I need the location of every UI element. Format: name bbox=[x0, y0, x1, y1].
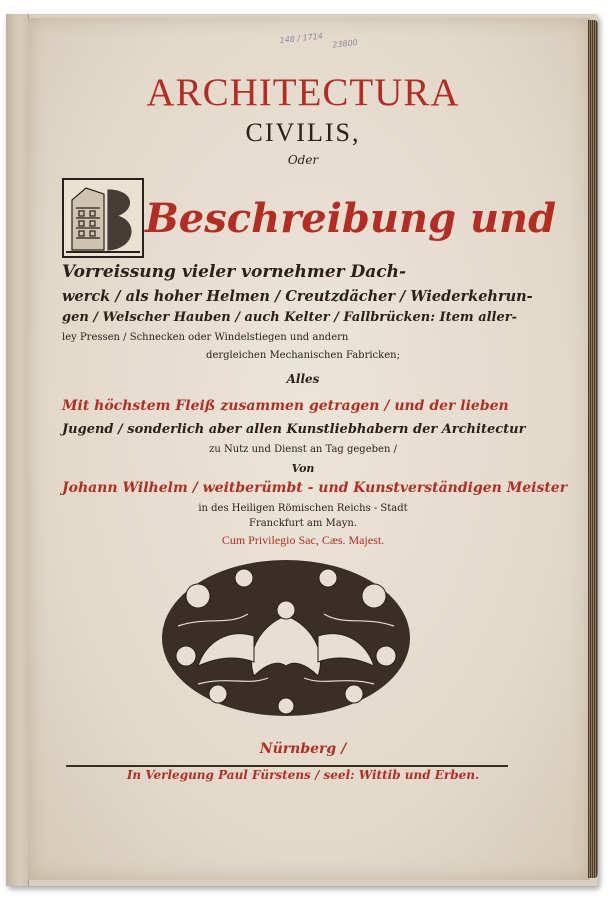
imprint-publisher: In Verlegung Paul Fürstens / seel: Wittib und Erben. bbox=[126, 768, 480, 782]
imprint-rule bbox=[66, 765, 508, 767]
privilege-line: Cum Privilegio Sac, Cæs. Majest. bbox=[221, 533, 385, 547]
title-sub: CIVILIS, bbox=[245, 118, 361, 147]
text-line-heilig: in des Heiligen Römischen Reichs - Stadt bbox=[198, 503, 408, 514]
imprint-city: Nürnberg / bbox=[259, 741, 347, 757]
title-main: ARCHITECTURA bbox=[146, 71, 460, 114]
text-line-frankfurt: Franckfurt am Mayn. bbox=[249, 518, 357, 529]
text-line-alles: Alles bbox=[286, 372, 320, 386]
text-line-von: Von bbox=[291, 462, 315, 475]
oder-text: Oder bbox=[287, 153, 319, 167]
text-line-gen: gen / Welscher Hauben / auch Kelter / Fallbrücken: Item aller- bbox=[62, 310, 518, 325]
text-line-nutz: zu Nutz und Dienst an Tag gegeben / bbox=[209, 444, 397, 455]
text-line-jugend: Jugend / sonderlich aber allen Kunstliebhabern der Architectur bbox=[62, 422, 526, 437]
text-line-ley: ley Pressen / Schnecken oder Windelstiegen und andern bbox=[62, 332, 349, 343]
text-line-vorreissung: Vorreissung vieler vornehmer Dach- bbox=[62, 262, 407, 282]
woodcut-initial-icon bbox=[62, 178, 144, 258]
beschreibung-heading: Beschreibung und bbox=[145, 195, 557, 242]
shelfmark-line-2: 23800 bbox=[331, 37, 359, 50]
text-line-mit: Mit höchstem Fleiß zusammen getragen / und der lieben bbox=[62, 398, 509, 414]
eagle-vignette-icon bbox=[158, 556, 414, 720]
author-line: Johann Wilhelm / weitberümbt - und Kunstverständigen Meister bbox=[62, 480, 568, 496]
text-line-werck: werck / als hoher Helmen / Creutzdächer / Wiederkehrun- bbox=[62, 288, 533, 305]
text-line-dergleichen: dergleichen Mechanischen Fabricken; bbox=[206, 350, 400, 361]
page-edges bbox=[588, 20, 598, 878]
shelfmark-line-1: 148 / 1714 bbox=[279, 31, 324, 46]
